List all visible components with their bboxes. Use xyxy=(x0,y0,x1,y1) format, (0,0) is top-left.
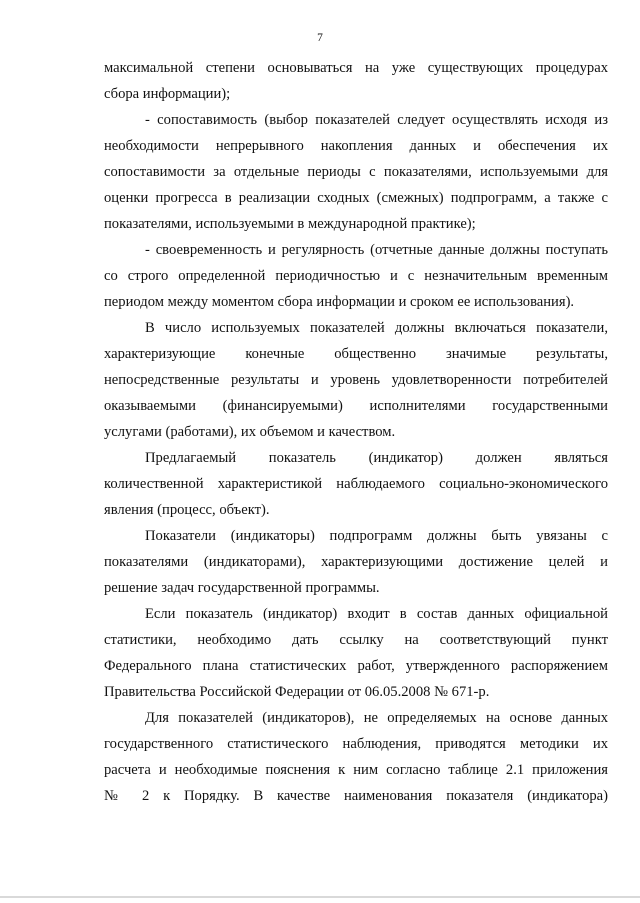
text-line: Если показатель (индикатор) входит в состав данных официальной xyxy=(145,606,608,622)
text-line: № 2 к Порядку. В качестве наименования показателя (индикатора) xyxy=(104,788,608,804)
text-line: В число используемых показателей должны включаться показатели, xyxy=(145,320,608,336)
text-line: необходимости непрерывного накопления данных и обеспечения их xyxy=(104,138,608,154)
text-line: статистики, необходимо дать ссылку на соответствующий пункт xyxy=(104,632,608,648)
text-line: услугами (работами), их объемом и качеством. xyxy=(104,424,396,440)
text-line: оценки прогресса в реализации сходных (смежных) подпрограмм, а также с xyxy=(104,190,608,206)
text-line: показателями, используемыми в международной практике); xyxy=(104,216,476,232)
text-line: - своевременность и регулярность (отчетные данные должны поступать xyxy=(145,242,608,258)
text-line: периодом между моментом сбора информации и сроком ее использования). xyxy=(104,294,575,310)
text-line: Для показателей (индикаторов), не определяемых на основе данных xyxy=(145,710,608,726)
text-line: Предлагаемый показатель (индикатор) должен являться xyxy=(145,450,608,466)
text-line: сопоставимости за отдельные периоды с показателями, используемыми для xyxy=(104,164,608,180)
text-line: максимальной степени основываться на уже существующих процедурах xyxy=(104,60,608,76)
text-line: количественной характеристикой наблюдаемого социально-экономического xyxy=(104,476,608,492)
text-line: государственного статистического наблюдения, приводятся методики их xyxy=(104,736,608,752)
text-line: - сопоставимость (выбор показателей следует осуществлять исходя из xyxy=(145,112,608,128)
text-line: решение задач государственной программы. xyxy=(104,580,380,596)
text-line: Показатели (индикаторы) подпрограмм должны быть увязаны с xyxy=(145,528,608,544)
text-line: непосредственные результаты и уровень удовлетворенности потребителей xyxy=(104,372,608,388)
text-line: расчета и необходимые пояснения к ним согласно таблице 2.1 приложения xyxy=(104,762,608,778)
page-number: 7 xyxy=(317,32,323,44)
text-line: показателями (индикаторами), характеризующими достижение целей и xyxy=(104,554,608,570)
text-line: со строго определенной периодичностью и с незначительным временным xyxy=(104,268,608,284)
text-line: Федерального плана статистических работ, утвержденного распоряжением xyxy=(104,658,608,674)
text-line: характеризующие конечные общественно значимые результаты, xyxy=(104,346,608,362)
text-line: оказываемыми (финансируемыми) исполнителями государственными xyxy=(104,398,608,414)
text-line: явления (процесс, объект). xyxy=(104,502,270,518)
scan-edge-divider xyxy=(0,896,640,898)
text-line: сбора информации); xyxy=(104,86,231,102)
text-line: Правительства Российской Федерации от 06.05.2008 № 671-р. xyxy=(104,684,490,700)
